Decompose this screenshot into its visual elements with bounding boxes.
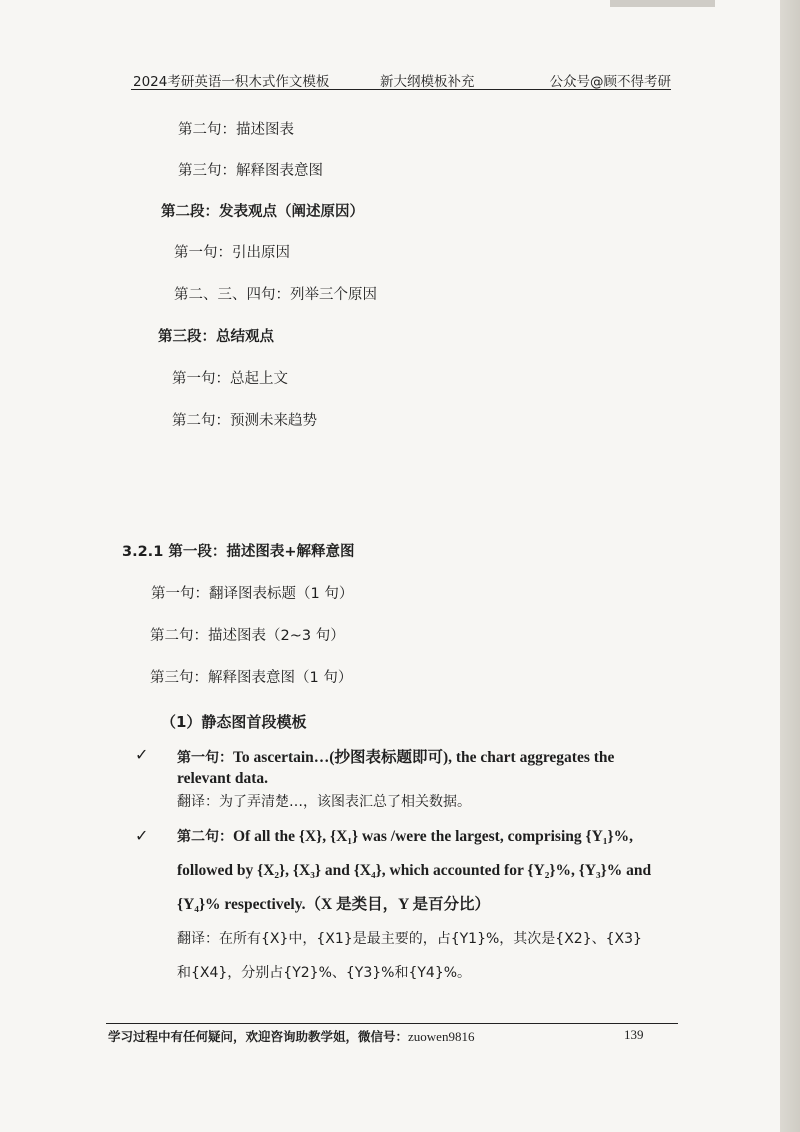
header-divider: [131, 89, 671, 90]
sentence-label: 第一句：: [177, 750, 233, 766]
outline-item: 第一句：引出原因: [174, 245, 290, 261]
header-middle-title: 新大纲模板补充: [380, 74, 475, 90]
header-right-title: 公众号@顾不得考研: [549, 74, 671, 90]
translation-line: 翻译：在所有{X}中，{X1}是最主要的，占{Y1}%，其次是{X2}、{X3}: [177, 931, 642, 947]
outline-item: 第二句：预测未来趋势: [172, 413, 317, 429]
outline-item: 第三句：解释图表意图: [178, 163, 323, 179]
footer-wechat-id: zuowen9816: [408, 1029, 475, 1044]
english-template-line: relevant data.: [177, 770, 268, 787]
checkmark-icon: ✓: [135, 826, 149, 845]
outline-paragraph-heading: 第二段：发表观点（阐述原因）: [161, 204, 364, 220]
english-template-line: To ascertain…(抄图表标题即可), the chart aggregates the: [233, 749, 615, 766]
section-item: 第二句：描述图表（2~3 句）: [150, 628, 345, 644]
outline-paragraph-heading: 第三段：总结观点: [158, 329, 274, 345]
page-number: 139: [624, 1027, 644, 1042]
english-template-line: followed by {X₂}, {X₃} and {X₄}, which accounted for {Y₂}%, {Y₃}% and: [177, 862, 652, 879]
page-header: [133, 68, 671, 90]
footer-divider: [106, 1023, 678, 1024]
english-template-line: Of all the {X}, {X₁} was /were the largest, comprising {Y₁}%,: [233, 828, 633, 845]
section-title: 3.2.1 第一段：描述图表+解释意图: [122, 544, 355, 560]
english-template-line: {Y₄}% respectively.（X 是类目，Y 是百分比）: [177, 896, 491, 913]
checkmark-icon: ✓: [135, 745, 149, 764]
section-item: 第三句：解释图表意图（1 句）: [150, 670, 353, 686]
template-sub-heading: （1）静态图首段模板: [161, 713, 307, 731]
outline-item: 第二、三、四句：列举三个原因: [174, 287, 377, 303]
translation-line: 和{X4}，分别占{Y2}%、{Y3}%和{Y4}%。: [177, 965, 472, 981]
footer-contact-text: 学习过程中有任何疑问，欢迎咨询助教学姐，微信号：: [108, 1029, 409, 1044]
outline-item: 第二句：描述图表: [178, 122, 294, 138]
page-tab-strip: [610, 0, 715, 7]
outline-item: 第一句：总起上文: [172, 371, 288, 387]
sentence-label: 第二句：: [177, 829, 233, 845]
page-edge: [780, 0, 800, 1132]
section-item: 第一句：翻译图表标题（1 句）: [151, 586, 354, 602]
header-left-title: 2024考研英语一积木式作文模板: [133, 74, 330, 90]
translation-line: 翻译：为了弄清楚…，该图表汇总了相关数据。: [177, 794, 471, 810]
footer-contact: [108, 1027, 474, 1045]
